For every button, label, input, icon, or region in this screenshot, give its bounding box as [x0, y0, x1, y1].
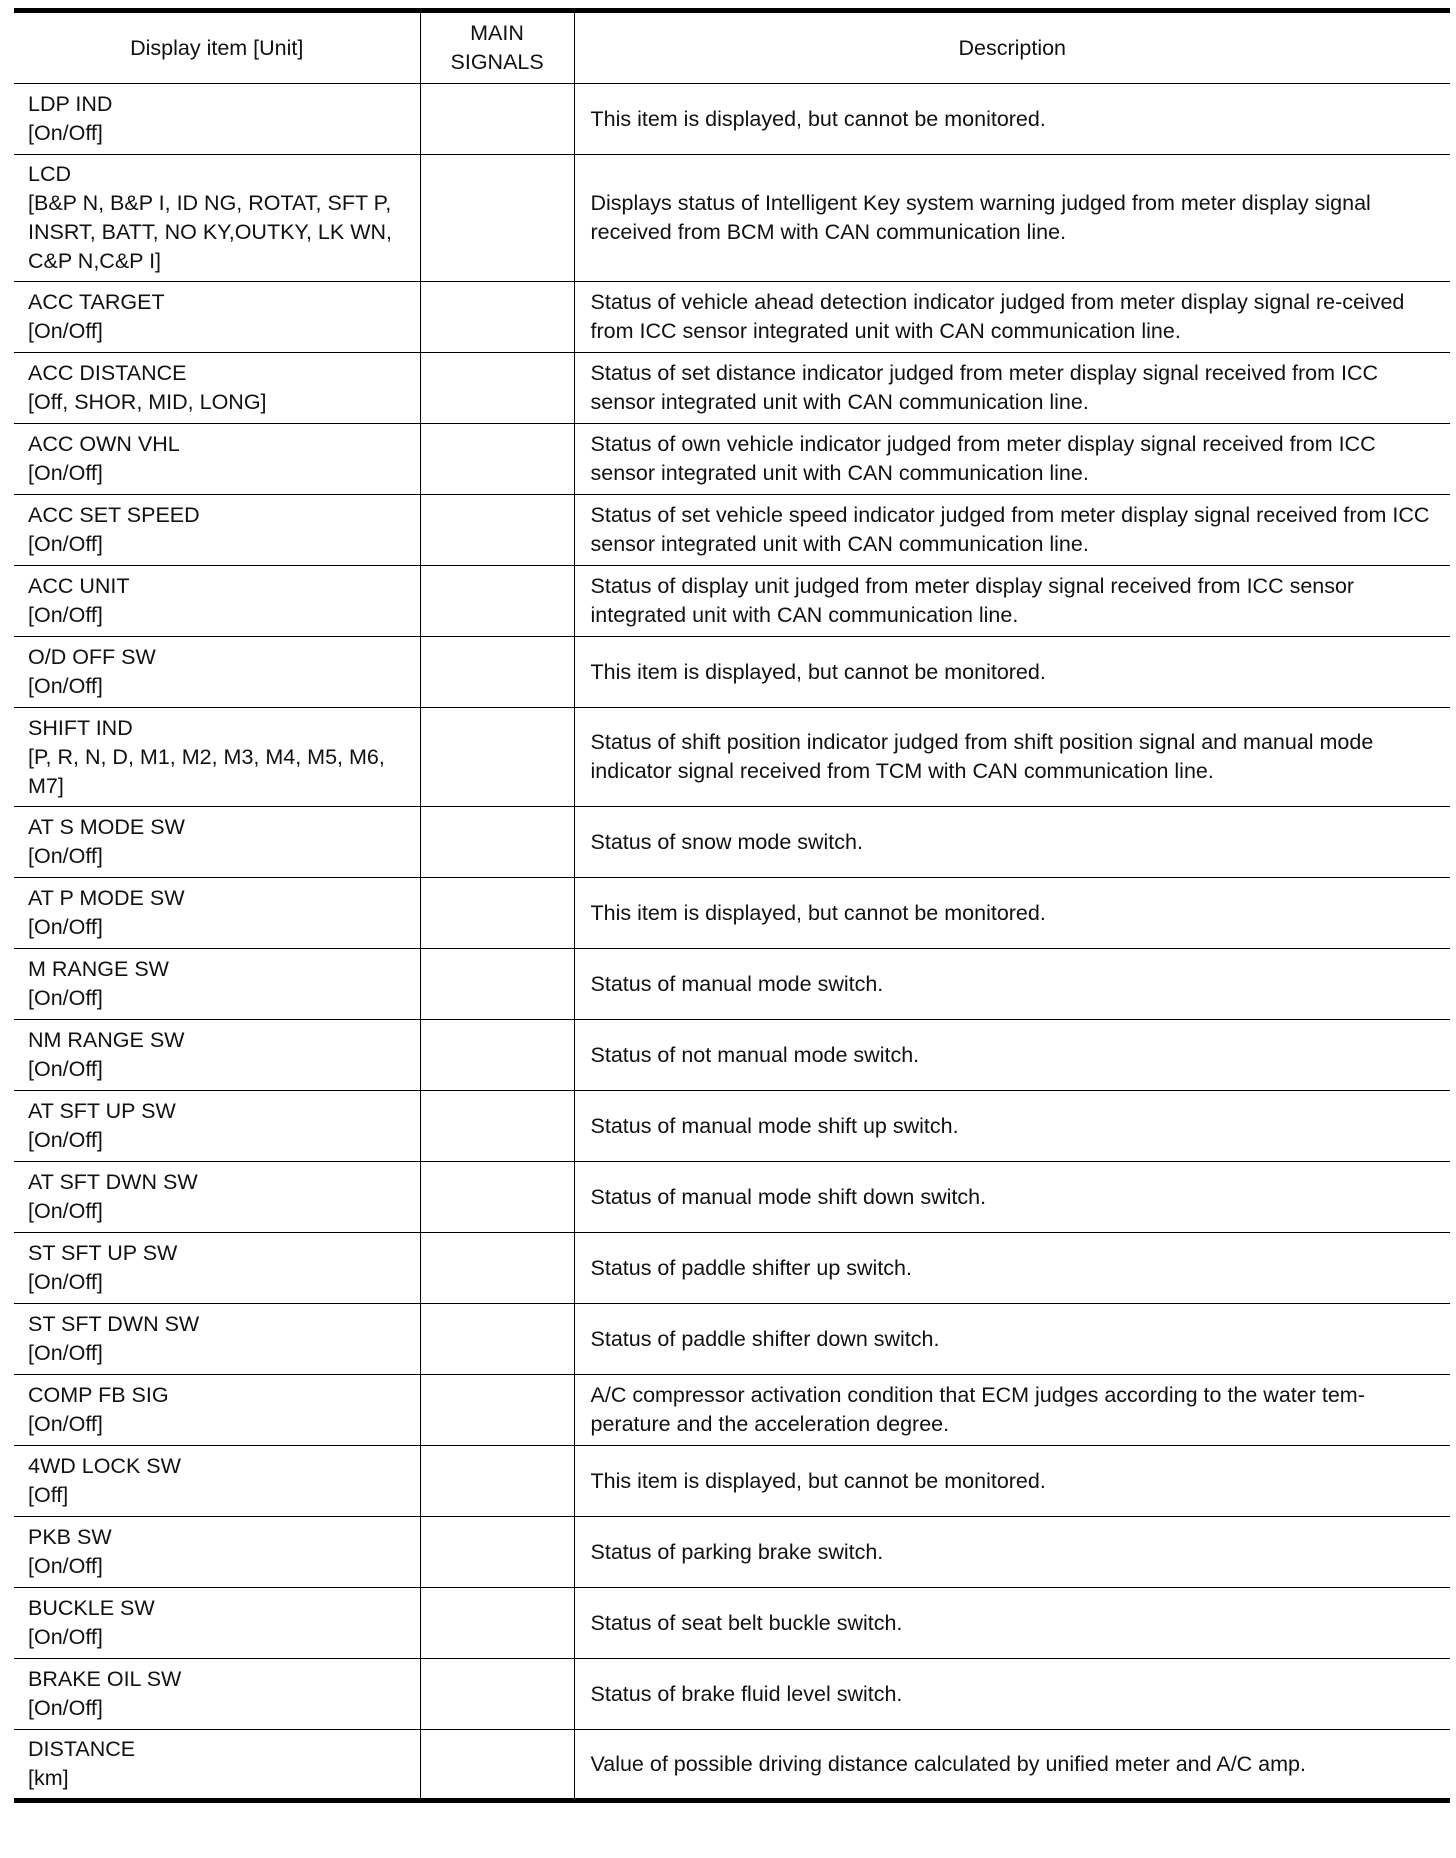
item-name: BUCKLE SW [28, 1596, 155, 1620]
table-row [14, 1517, 1450, 1588]
cell-main-signals [420, 1162, 574, 1233]
cell-description: This item is displayed, but cannot be monitored. [574, 84, 1450, 155]
item-unit: [On/Off] [28, 1554, 103, 1578]
cell-display-item [14, 1375, 420, 1446]
item-name: AT SFT UP SW [28, 1099, 176, 1123]
cell-main-signals [420, 807, 574, 878]
header-main-signals: MAIN SIGNALS [420, 11, 574, 84]
cell-display-item [14, 282, 420, 353]
table-row [14, 1375, 1450, 1446]
table-row [14, 708, 1450, 807]
cell-display-item [14, 807, 420, 878]
item-unit: [On/Off] [28, 844, 103, 868]
item-unit: [km] [28, 1766, 69, 1790]
item-name: M RANGE SW [28, 957, 169, 981]
table-row [14, 1446, 1450, 1517]
table-row [14, 807, 1450, 878]
item-name: AT P MODE SW [28, 886, 185, 910]
cell-main-signals [420, 1233, 574, 1304]
header-description: Description [574, 11, 1450, 84]
item-name: COMP FB SIG [28, 1383, 169, 1407]
item-unit: [On/Off] [28, 1625, 103, 1649]
table-row [14, 566, 1450, 637]
cell-main-signals [420, 282, 574, 353]
item-name: O/D OFF SW [28, 645, 156, 669]
cell-description: Status of paddle shifter down switch. [574, 1304, 1450, 1375]
cell-display-item [14, 495, 420, 566]
cell-description: Status of display unit judged from meter display signal received from ICC sensor integrated unit with CAN communication line. [574, 566, 1450, 637]
cell-description: This item is displayed, but cannot be monitored. [574, 1446, 1450, 1517]
item-unit: [On/Off] [28, 1412, 103, 1436]
item-name: ACC OWN VHL [28, 432, 180, 456]
item-unit: [On/Off] [28, 1341, 103, 1365]
table-row [14, 495, 1450, 566]
item-unit: [On/Off] [28, 1128, 103, 1152]
cell-description: Status of brake fluid level switch. [574, 1659, 1450, 1730]
item-name: AT S MODE SW [28, 815, 185, 839]
cell-display-item [14, 1020, 420, 1091]
table-row [14, 1162, 1450, 1233]
cell-description: Status of paddle shifter up switch. [574, 1233, 1450, 1304]
item-unit: [On/Off] [28, 1270, 103, 1294]
cell-main-signals [420, 1091, 574, 1162]
cell-display-item [14, 1091, 420, 1162]
item-name: BRAKE OIL SW [28, 1667, 182, 1691]
cell-display-item [14, 878, 420, 949]
cell-main-signals [420, 1659, 574, 1730]
item-unit: [B&P N, B&P I, ID NG, ROTAT, SFT P, INSRT, BATT, NO KY,OUTKY, LK WN, C&P N,C&P I] [28, 191, 392, 273]
cell-display-item [14, 949, 420, 1020]
item-unit: [On/Off] [28, 674, 103, 698]
cell-description: Status of own vehicle indicator judged from meter display signal received from ICC sensor integrated unit with CAN communication line. [574, 424, 1450, 495]
item-unit: [On/Off] [28, 986, 103, 1010]
item-unit: [On/Off] [28, 1696, 103, 1720]
cell-description: Status of set distance indicator judged from meter display signal received from ICC sensor integrated unit with CAN communication line. [574, 353, 1450, 424]
cell-description: Status of vehicle ahead detection indicator judged from meter display signal re-ceived from ICC sensor integrated unit with CAN communication line. [574, 282, 1450, 353]
cell-description: Status of set vehicle speed indicator judged from meter display signal received from ICC sensor integrated unit with CAN communication line. [574, 495, 1450, 566]
table-row [14, 1304, 1450, 1375]
table-row [14, 282, 1450, 353]
item-name: ST SFT DWN SW [28, 1312, 200, 1336]
cell-display-item [14, 1659, 420, 1730]
item-name: DISTANCE [28, 1737, 136, 1761]
cell-description: Status of shift position indicator judged from shift position signal and manual mode indicator signal received from TCM with CAN communication line. [574, 708, 1450, 807]
cell-main-signals [420, 84, 574, 155]
display-item-table [14, 8, 1450, 1803]
cell-description: Status of seat belt buckle switch. [574, 1588, 1450, 1659]
item-unit: [On/Off] [28, 1199, 103, 1223]
item-name: PKB SW [28, 1525, 112, 1549]
item-unit: [On/Off] [28, 1057, 103, 1081]
cell-main-signals [420, 495, 574, 566]
cell-main-signals [420, 155, 574, 282]
cell-main-signals [420, 637, 574, 708]
item-name: ACC SET SPEED [28, 503, 200, 527]
item-unit: [On/Off] [28, 319, 103, 343]
table-row [14, 84, 1450, 155]
cell-main-signals [420, 353, 574, 424]
cell-main-signals [420, 1375, 574, 1446]
cell-display-item [14, 1517, 420, 1588]
cell-main-signals [420, 566, 574, 637]
cell-display-item [14, 155, 420, 282]
cell-display-item [14, 1446, 420, 1517]
cell-description: Displays status of Intelligent Key system warning judged from meter display signal received from BCM with CAN communication line. [574, 155, 1450, 282]
item-name: ACC UNIT [28, 574, 130, 598]
item-name: ACC TARGET [28, 290, 165, 314]
cell-display-item [14, 353, 420, 424]
cell-display-item [14, 1730, 420, 1801]
table-row [14, 1233, 1450, 1304]
table-row [14, 1091, 1450, 1162]
item-name: ACC DISTANCE [28, 361, 187, 385]
cell-main-signals [420, 1020, 574, 1091]
header-display-item: Display item [Unit] [14, 11, 420, 84]
item-name: SHIFT IND [28, 715, 133, 740]
cell-description: A/C compressor activation condition that ECM judges according to the water tem-perature and the acceleration degree. [574, 1375, 1450, 1446]
table-row [14, 1659, 1450, 1730]
item-name: ST SFT UP SW [28, 1241, 178, 1265]
cell-description: Value of possible driving distance calculated by unified meter and A/C amp. [574, 1730, 1450, 1801]
cell-main-signals [420, 424, 574, 495]
cell-description: This item is displayed, but cannot be monitored. [574, 637, 1450, 708]
table-row [14, 1588, 1450, 1659]
item-unit: [On/Off] [28, 461, 103, 485]
item-unit: [Off, SHOR, MID, LONG] [28, 390, 267, 414]
cell-description: Status of manual mode shift up switch. [574, 1091, 1450, 1162]
cell-display-item [14, 1304, 420, 1375]
cell-display-item [14, 566, 420, 637]
cell-display-item [14, 1162, 420, 1233]
cell-description: Status of snow mode switch. [574, 807, 1450, 878]
table-row [14, 949, 1450, 1020]
cell-main-signals [420, 1304, 574, 1375]
cell-display-item [14, 637, 420, 708]
table-row [14, 155, 1450, 282]
item-name: LDP IND [28, 92, 113, 116]
table-row [14, 637, 1450, 708]
table-row [14, 424, 1450, 495]
cell-main-signals [420, 1446, 574, 1517]
item-unit: [On/Off] [28, 532, 103, 556]
item-name: 4WD LOCK SW [28, 1454, 181, 1478]
cell-display-item [14, 1588, 420, 1659]
cell-main-signals [420, 708, 574, 807]
table-row [14, 878, 1450, 949]
cell-main-signals [420, 949, 574, 1020]
table-row [14, 353, 1450, 424]
item-name: NM RANGE SW [28, 1028, 185, 1052]
cell-main-signals [420, 878, 574, 949]
item-unit: [On/Off] [28, 915, 103, 939]
cell-description: Status of manual mode shift down switch. [574, 1162, 1450, 1233]
cell-main-signals [420, 1517, 574, 1588]
item-name: LCD [28, 162, 72, 186]
cell-display-item [14, 424, 420, 495]
table-row [14, 1730, 1450, 1801]
table-header-row [14, 11, 1450, 84]
cell-display-item [14, 84, 420, 155]
item-unit: [On/Off] [28, 603, 103, 627]
table-row [14, 1020, 1450, 1091]
item-unit: [P, R, N, D, M1, M2, M3, M4, M5, M6, M7] [28, 744, 385, 798]
cell-display-item [14, 1233, 420, 1304]
cell-main-signals [420, 1588, 574, 1659]
cell-display-item [14, 708, 420, 807]
item-unit: [On/Off] [28, 121, 103, 145]
item-name: AT SFT DWN SW [28, 1170, 198, 1194]
table-body [14, 84, 1450, 1801]
cell-description: This item is displayed, but cannot be monitored. [574, 878, 1450, 949]
cell-main-signals [420, 1730, 574, 1801]
item-unit: [Off] [28, 1483, 69, 1507]
cell-description: Status of manual mode switch. [574, 949, 1450, 1020]
cell-description: Status of parking brake switch. [574, 1517, 1450, 1588]
cell-description: Status of not manual mode switch. [574, 1020, 1450, 1091]
